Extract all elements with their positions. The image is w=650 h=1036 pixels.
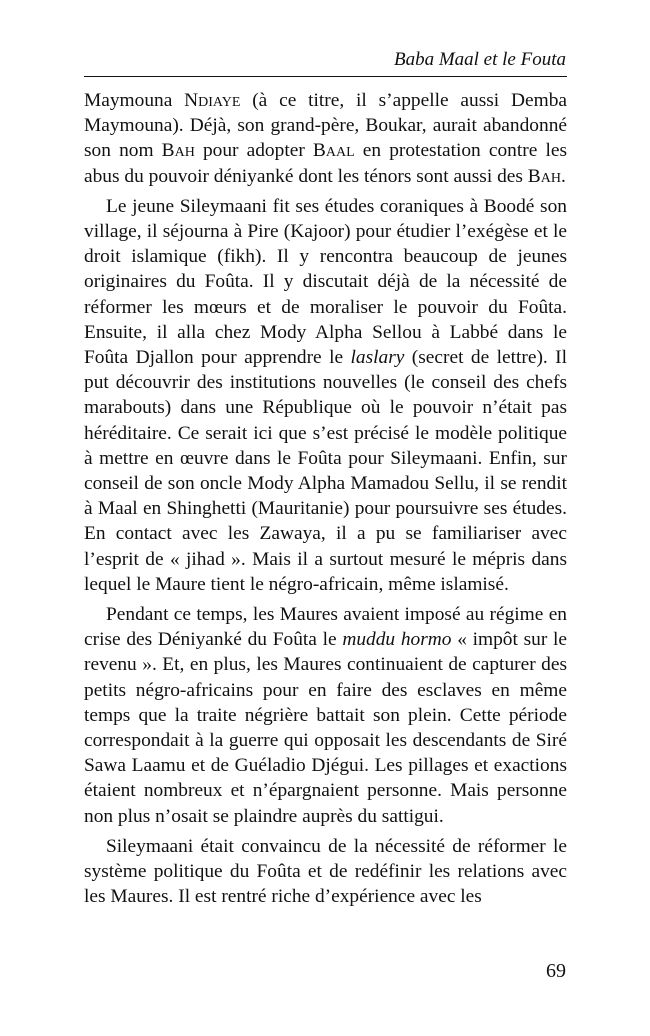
surname-smallcaps: Ndiaye: [184, 90, 241, 111]
running-head: Baba Maal et le Fouta: [393, 49, 566, 70]
text-run: (à ce titre, il s’appelle aussi Demba Maymouna). Déjà, son grand-père, Boukar, aurait abandonné son nom: [84, 90, 567, 162]
paragraph: [84, 194, 567, 597]
header-rule: [84, 76, 567, 77]
text-run: (secret de lettre). Il put découvrir des institutions nouvelles (le conseil des chefs marabouts) dans une République où le pouvoir n’était pas héréditaire. Ce serait ici que s’est précisé le modèle politique à mettre en œuvre dans le Foûta pour Sileymaani. Enfin, sur conseil de son oncle Mody Alpha Mamadou Sellu, il se rendit à Maal en Shinghetti (Mauritanie) pour poursuivre ses études. En contact avec les Zawaya, il a pu se familiariser avec l’esprit de « jihad ». Mais il a surtout mesuré le mépris dans lequel le Maure tient le négro-africain, même islamisé.: [84, 347, 568, 595]
text-run: Le jeune Sileymaani fit ses études coraniques à Boodé son village, il séjourna à Pire (Kajoor) pour étudier l’exégèse et le droit islamique (fikh). Il y rencontra beaucoup de jeunes originaires du Foûta. Il y discutait déjà de la nécessité de réformer les mœurs et de moraliser le pouvoir du Foûta. Ensuite, il alla chez Mody Alpha Sellou à Labbé dans le Foûta Djallon pour apprendre le: [84, 195, 567, 369]
text-run: Sileymaani était convaincu de la nécessité de réformer le système politique du Foûta et de redéfinir les relations avec les Maures. Il est rentré riche d’expérience avec les: [84, 835, 567, 908]
surname-smallcaps: Bah: [161, 140, 195, 162]
text-run: pour adopter: [194, 140, 313, 162]
paragraph: [84, 88, 567, 189]
text-run: Maymouna: [84, 90, 185, 111]
paragraph: [84, 834, 567, 910]
page-number: 69: [546, 960, 566, 982]
text-run: .: [560, 165, 566, 187]
text-run: Pendant ce temps, les Maures avaient imposé au régime en crise des Déniyanké du Foûta le: [84, 604, 567, 651]
italic-term: muddu hormo: [342, 629, 452, 651]
surname-smallcaps: Bah: [527, 165, 561, 187]
body-text: [84, 88, 567, 915]
surname-smallcaps: Baal: [312, 140, 355, 162]
text-run: en protestation contre les abus du pouvoir déniyanké dont les ténors sont aussi des: [84, 140, 568, 187]
text-run: « impôt sur le revenu ». Et, en plus, les Maures continuaient de capturer des petits négro-africains pour en faire des esclaves en même temps que la traite négrière battait son plein. Cette période correspondait à la guerre qui opposait les descendants de Siré Sawa Laamu et de Guéladio Djégui. Les pillages et exactions étaient nombreux et n’épargnaient personne. Mais personne non plus n’osait se plaindre auprès du sattigui.: [84, 629, 567, 827]
italic-term: laslary: [350, 347, 405, 369]
paragraph: [84, 602, 567, 829]
